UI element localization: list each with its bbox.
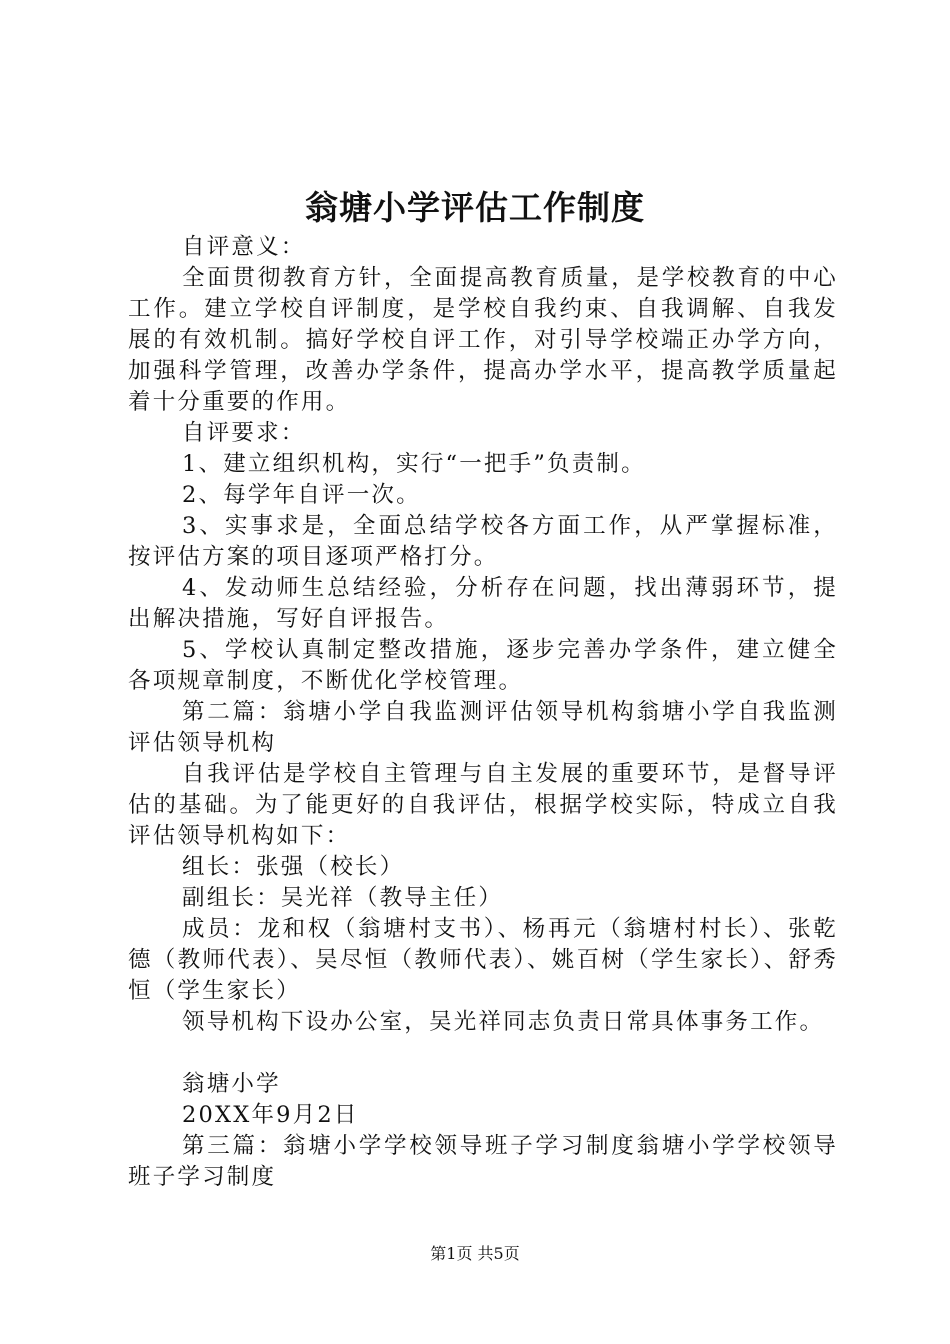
document-title: 翁塘小学评估工作制度 [305, 188, 645, 227]
requirement-item-4: 4、发动师生总结经验，分析存在问题，找出薄弱环节，提出解决措施，写好自评报告。 [128, 575, 838, 632]
requirement-item-2: 2、每学年自评一次。 [182, 482, 421, 508]
members-line: 成员：龙和权（翁塘村支书）、杨再元（翁塘村村长）、张乾德（教师代表）、吴尽恒（教师代表）、姚百树（学生家长）、舒秀恒（学生家长） [128, 916, 838, 1004]
chapter-three-heading: 第三篇：翁塘小学学校领导班子学习制度翁塘小学学校领导班子学习制度 [128, 1133, 838, 1190]
deputy-leader-line: 副组长：吴光祥（教导主任） [182, 885, 504, 911]
paragraph-significance: 全面贯彻教育方针，全面提高教育质量，是学校教育的中心工作。建立学校自评制度，是学校自我约束、自我调解、自我发展的有效机制。搞好学校自评工作，对引导学校端正办学方向，加强科学管理，改善办学条件，提高办学水平，提高教学质量起着十分重要的作用。 [128, 265, 838, 415]
paragraph-self-evaluation: 自我评估是学校自主管理与自主发展的重要环节，是督导评估的基础。为了能更好的自我评估，根据学校实际，特成立自我评估领导机构如下： [128, 761, 838, 849]
signature-school: 翁塘小学 [182, 1071, 281, 1097]
page-number-footer: 第1页 共5页 [430, 1244, 520, 1263]
section-heading-significance: 自评意义： [182, 234, 306, 260]
signature-date: 20XX年9月2日 [182, 1102, 359, 1128]
document-body [128, 232, 838, 1193]
requirement-item-3: 3、实事求是，全面总结学校各方面工作，从严掌握标准，按评估方案的项目逐项严格打分。 [128, 513, 838, 570]
requirement-item-5: 5、学校认真制定整改措施，逐步完善办学条件，建立健全各项规章制度，不断优化学校管理。 [128, 637, 838, 694]
leader-line: 组长：张强（校长） [182, 854, 405, 880]
chapter-two-heading: 第二篇：翁塘小学自我监测评估领导机构翁塘小学自我监测评估领导机构 [128, 699, 838, 756]
requirement-item-1: 1、建立组织机构，实行“一把手”负责制。 [182, 451, 646, 477]
section-heading-requirements: 自评要求： [182, 420, 306, 446]
office-line: 领导机构下设办公室，吴光祥同志负责日常具体事务工作。 [182, 1009, 825, 1035]
